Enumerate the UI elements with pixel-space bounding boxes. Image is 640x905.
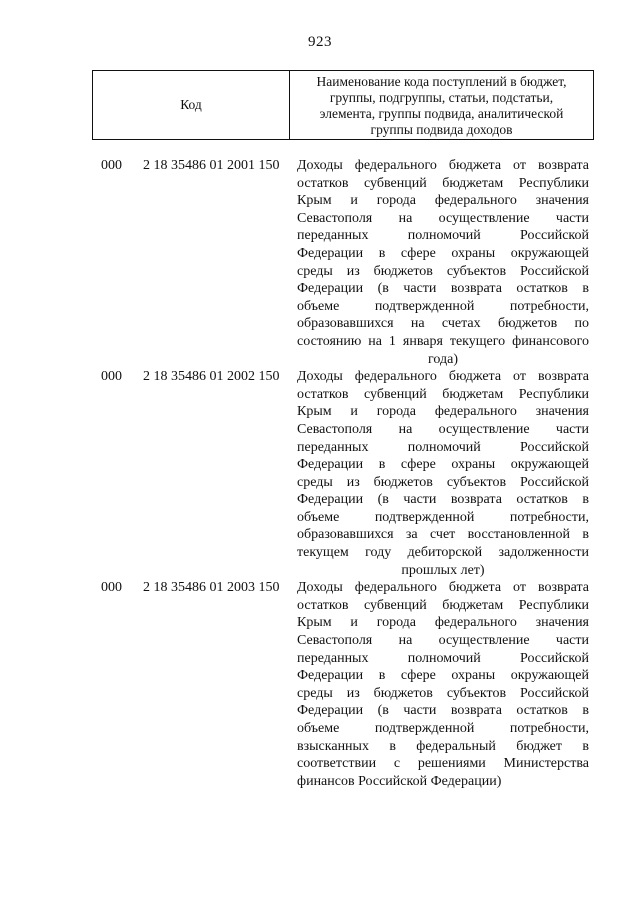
description-line: Крым и города федерального значения [297,615,589,631]
name-header-line: группы, подгруппы, статьи, подстатьи, [329,89,554,105]
description-line: Доходы федерального бюджета от возврата [297,369,589,385]
description-line: среды из бюджетов субъектов Российской [297,263,589,279]
income-code-entry [0,368,640,579]
income-code-description [297,368,589,579]
description-line: Федерации (в части возврата остатков в [297,492,589,508]
description-line: остатков субвенций бюджетам Республики [297,597,589,613]
description-line: Крым и города федерального значения [297,193,589,209]
description-line: образовавшихся за счет восстановленной в [297,527,589,543]
column-header-table [92,70,594,140]
page-number: 923 [308,34,332,50]
income-code: 2 18 35486 01 2002 150 [143,369,280,385]
description-line: Федерации (в части возврата остатков в [297,281,589,297]
income-code-entry [0,579,640,790]
description-line: Крым и города федерального значения [297,404,589,420]
description-line: среды из бюджетов субъектов Российской [297,685,589,701]
description-line: переданных полномочий Российской [297,439,589,455]
description-line: переданных полномочий Российской [297,650,589,666]
description-line: среды из бюджетов субъектов Российской [297,474,589,490]
description-line: Доходы федерального бюджета от возврата [297,580,589,596]
description-line: финансов Российской Федерации) [297,773,502,789]
description-line: Севастополя на осуществление части [297,210,589,226]
code-column-header: Код [93,71,290,140]
description-line: взысканных в федеральный бюджет в [297,738,589,754]
description-line: состоянию на 1 января текущего финансового [297,333,589,349]
income-code-list [0,157,640,790]
income-code: 2 18 35486 01 2003 150 [143,580,280,596]
description-line: Федерации в сфере охраны окружающей [297,668,589,684]
description-line: образовавшихся на счетах бюджетов по [297,316,589,332]
description-line: Доходы федерального бюджета от возврата [297,158,589,173]
description-line: года) [428,351,458,367]
description-line: остатков субвенций бюджетам Республики [297,386,589,402]
admin-code: 000 [101,369,122,385]
name-header-line: элемента, группы подвида, аналитической [319,105,564,121]
income-code: 2 18 35486 01 2001 150 [143,158,280,173]
admin-code: 000 [101,580,122,596]
description-line: прошлых лет) [401,562,485,578]
description-line: текущем году дебиторской задолженности [297,545,589,561]
name-column-header [290,71,594,140]
description-line: Федерации в сфере охраны окружающей [297,457,589,473]
description-line: объеме подтвержденной потребности, [297,298,589,314]
income-code-entry [0,157,640,368]
description-line: объеме подтвержденной потребности, [297,509,589,525]
description-line: объеме подтвержденной потребности, [297,721,589,736]
description-line: Севастополя на осуществление части [297,421,589,437]
description-line: соответствии с решениями Министерства [297,756,589,772]
name-header-line: группы подвида доходов [370,121,513,137]
income-code-description [297,157,589,368]
admin-code: 000 [101,158,122,173]
description-line: Севастополя на осуществление части [297,633,589,649]
description-line: остатков субвенций бюджетам Республики [297,175,589,191]
description-line: Федерации (в части возврата остатков в [297,703,589,719]
income-code-description [297,579,589,790]
description-line: переданных полномочий Российской [297,228,589,244]
name-header-line: Наименование кода поступлений в бюджет, [316,73,567,89]
description-line: Федерации в сфере охраны окружающей [297,245,589,261]
